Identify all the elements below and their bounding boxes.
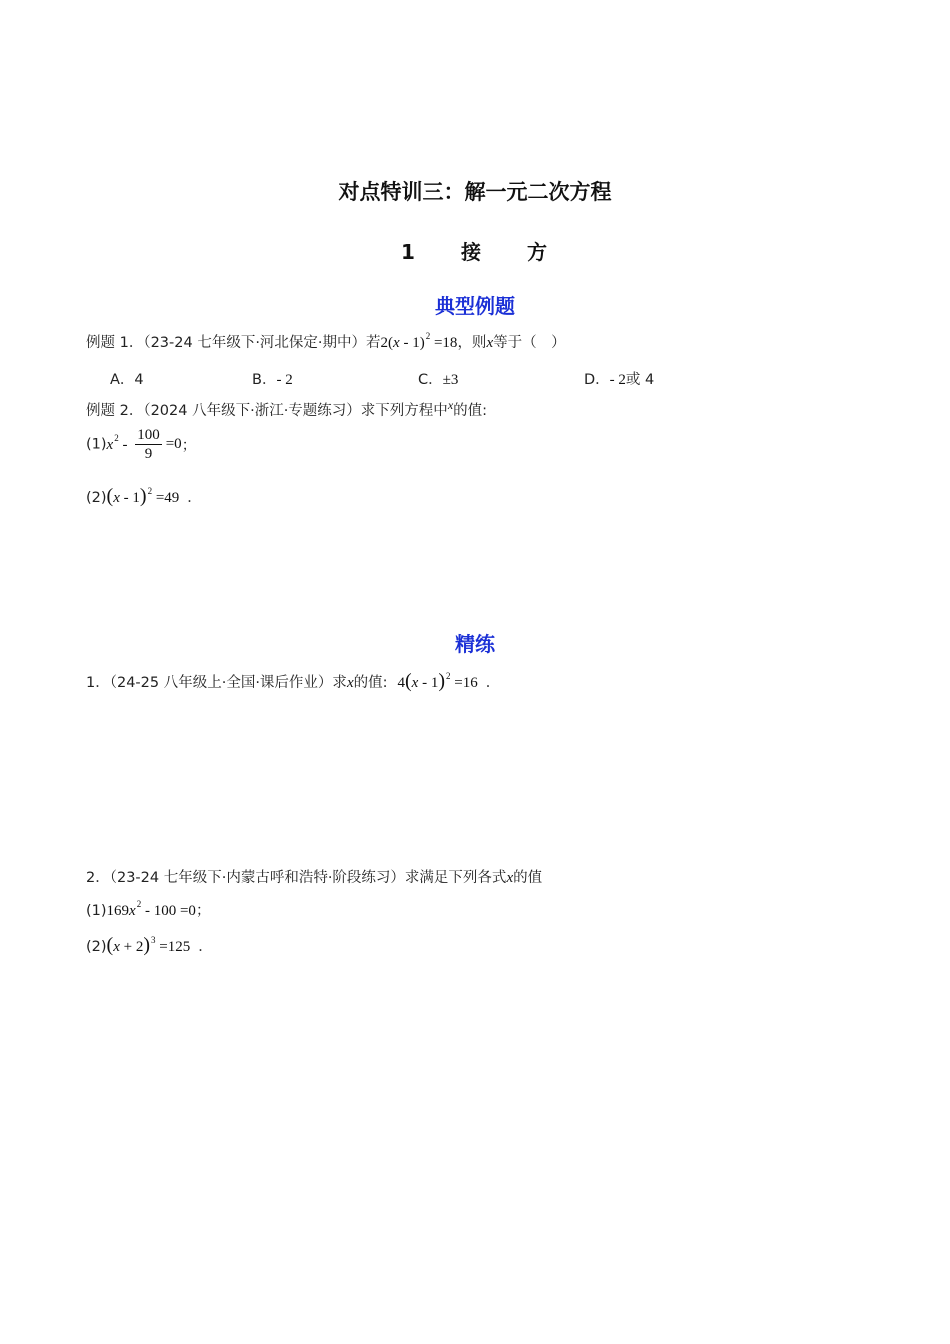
example-1-label: 例题 1．（23-24 七年级下·河北保定·期中）若 xyxy=(86,335,381,351)
example-1-variable: x xyxy=(486,335,494,351)
section-heading-practice: 精练 xyxy=(455,632,495,656)
example-2-question: 例题 2．（2024 八年级下·浙江·专题练习）求下列方程中$^x$的值: xyxy=(86,398,488,419)
practice-2-part-1: $(1)169x^2 - 100 =0$； xyxy=(86,899,211,919)
example-2-part-2: (2)(x - 1)$^2$ =49 ． xyxy=(86,485,202,507)
example-1-question: 例题 1．（23-24 七年级下·河北保定·期中）若2(x - 1)$^2$ =18，则x等于（ ） xyxy=(86,331,566,351)
option-a: A．4 xyxy=(110,372,144,388)
page-title: 对点特训三：解一元二次方程 xyxy=(338,180,612,204)
section-heading-examples: 典型例题 xyxy=(435,294,515,318)
option-c: C．±3 xyxy=(418,372,459,388)
option-b: B．- 2 xyxy=(252,372,293,388)
example-1-equation: 2(x - 1)$^2$ =18 xyxy=(380,331,458,351)
example-2-part-1: $(1)x^2$ - $\frac{100}{9}$ =0； xyxy=(86,427,197,462)
page-subtitle: 1 接 方 xyxy=(401,240,549,264)
practice-2-part-2: $(2)(x + 2)^3 =125$ ． xyxy=(86,934,213,956)
practice-1-question: 1．（24-25 八年级上·全国·课后作业）求x的值: 4(x - 1)$^2$ =16 ． xyxy=(86,670,501,692)
practice-2-question: 2．（23-24 七年级下·内蒙古呼和浩特·阶段练习）求满足下列各式x的值 xyxy=(86,870,543,886)
option-d: D．- 2或 4 xyxy=(584,372,655,388)
